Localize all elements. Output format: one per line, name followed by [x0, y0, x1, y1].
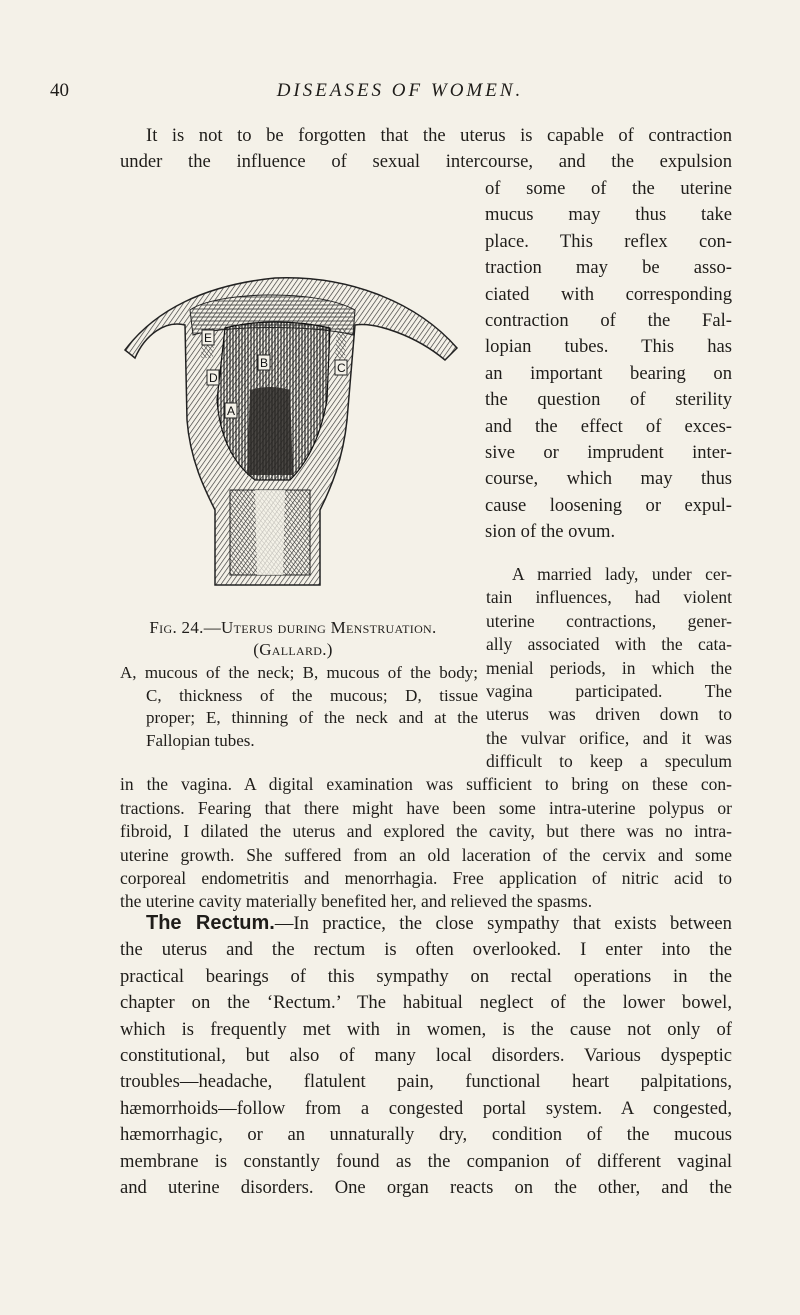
paragraph-line: corporeal endometritis and menorrhagia. Free application of nitric acid to	[120, 868, 732, 889]
uterus-outline	[125, 278, 457, 585]
paragraph-first-line	[120, 910, 732, 937]
paragraph-3	[120, 910, 732, 1201]
paragraph-line: difficult to keep a speculum	[486, 751, 732, 771]
paragraph-line: the uterus and the rectum is often overlooked. I enter into the	[120, 939, 732, 961]
paragraph-line: uterus was driven down to	[486, 704, 732, 725]
paragraph-line: of some of the uterine	[485, 178, 732, 199]
figure-caption-source: (Gallard.)	[253, 640, 333, 659]
figure-caption	[108, 617, 478, 661]
paragraph-line: ally associated with the cata-	[486, 634, 732, 655]
paragraph-line: uterine contractions, gener-	[486, 610, 732, 631]
paragraph-line: course, which may thus	[485, 468, 732, 490]
legend-line: proper; E, thinning of the neck and at the	[146, 708, 478, 727]
paragraph-line: vagina participated. The	[486, 681, 732, 702]
paragraph-line: practical bearings of this sympathy on rectal operations in the	[120, 965, 732, 987]
paragraph-line: the question of sterility	[485, 389, 732, 411]
paragraph-line: an important bearing on	[485, 362, 732, 384]
paragraph-line: sive or imprudent inter-	[485, 442, 732, 464]
figure-label-e: E	[204, 331, 213, 345]
paragraph-line: troubles—headache, flatulent pain, functional heart palpitations,	[120, 1071, 732, 1093]
paragraph-line: which is frequently met with in women, is the cause not only of	[120, 1018, 732, 1040]
paragraph-line: fibroid, I dilated the uterus and explored the cavity, but there was no intra-	[120, 821, 732, 842]
paragraph-line: under the influence of sexual intercourse, and the expulsion	[120, 151, 732, 173]
paragraph-line: chapter on the ‘Rectum.’ The habitual neglect of the lower bowel,	[120, 992, 732, 1014]
paragraph-1-side-column	[485, 176, 732, 546]
page-number: 40	[50, 80, 69, 101]
figure-label-b: B	[260, 356, 269, 370]
paragraph-line: place. This reflex con-	[485, 230, 732, 252]
paragraph-line: in the vagina. A digital examination was sufficient to bring on these con-	[120, 774, 732, 795]
paragraph-2	[120, 750, 732, 914]
paragraph-line: tractions. Fearing that there might have been some intra-uterine polypus or	[120, 797, 732, 818]
paragraph-line: traction may be asso-	[485, 257, 732, 279]
paragraph-line: hæmorrhoids—follow from a congested portal system. A congested,	[120, 1097, 732, 1119]
section-heading: The Rectum.	[146, 912, 275, 934]
paragraph-line: A married lady, under cer-	[512, 564, 732, 584]
paragraph-line: and uterine disorders. One organ reacts on the other, and the	[120, 1177, 732, 1199]
paragraph-line: sion of the ovum.	[485, 521, 616, 543]
figure-label-c: C	[337, 361, 346, 375]
paragraph-line: hæmorrhagic, or an unnaturally dry, condition of the mucous	[120, 1124, 732, 1146]
running-head: DISEASES OF WOMEN.	[276, 80, 524, 101]
figure-caption-title: Fig. 24.—Uterus during Menstruation.	[149, 618, 437, 637]
paragraph-line: tain influences, had violent	[486, 587, 732, 608]
paragraph-line: constitutional, but also of many local disorders. Various dyspeptic	[120, 1045, 732, 1067]
paragraph-2-side-column	[486, 563, 732, 750]
paragraph-line: membrane is constantly found as the companion of different vaginal	[120, 1150, 732, 1172]
paragraph-line: It is not to be forgotten that the uterus is capable of contraction	[146, 125, 732, 146]
legend-line: C, thickness of the mucous; D, tissue	[146, 685, 478, 705]
paragraph-line-rest: —In practice, the close sympathy that exists between	[274, 913, 732, 934]
paragraph-line: cause loosening or expul-	[485, 494, 732, 516]
paragraph-line: and the effect of exces-	[485, 415, 732, 437]
paragraph-line: uterine growth. She suffered from an old laceration of the cervix and some	[120, 844, 732, 865]
figure-legend	[120, 662, 478, 752]
paragraph-line: the uterine cavity materially benefited her, and relieved the spasms.	[120, 891, 593, 912]
uterus-illustration	[115, 240, 465, 600]
figure-label-a: A	[227, 404, 236, 418]
paragraph-line: ciated with corresponding	[485, 283, 732, 305]
page-header	[0, 80, 800, 110]
paragraph-line: menial periods, in which the	[486, 657, 732, 678]
paragraph-line: the vulvar orifice, and it was	[486, 727, 732, 748]
paragraph-1	[120, 123, 732, 176]
paragraph-line: mucus may thus take	[485, 204, 732, 226]
paragraph-line: contraction of the Fal-	[485, 310, 732, 332]
paragraph-line: lopian tubes. This has	[485, 336, 732, 358]
figure-label-d: D	[209, 371, 218, 385]
legend-line: A, mucous of the neck; B, mucous of the body;	[120, 663, 478, 682]
legend-line: Fallopian tubes.	[146, 730, 255, 750]
